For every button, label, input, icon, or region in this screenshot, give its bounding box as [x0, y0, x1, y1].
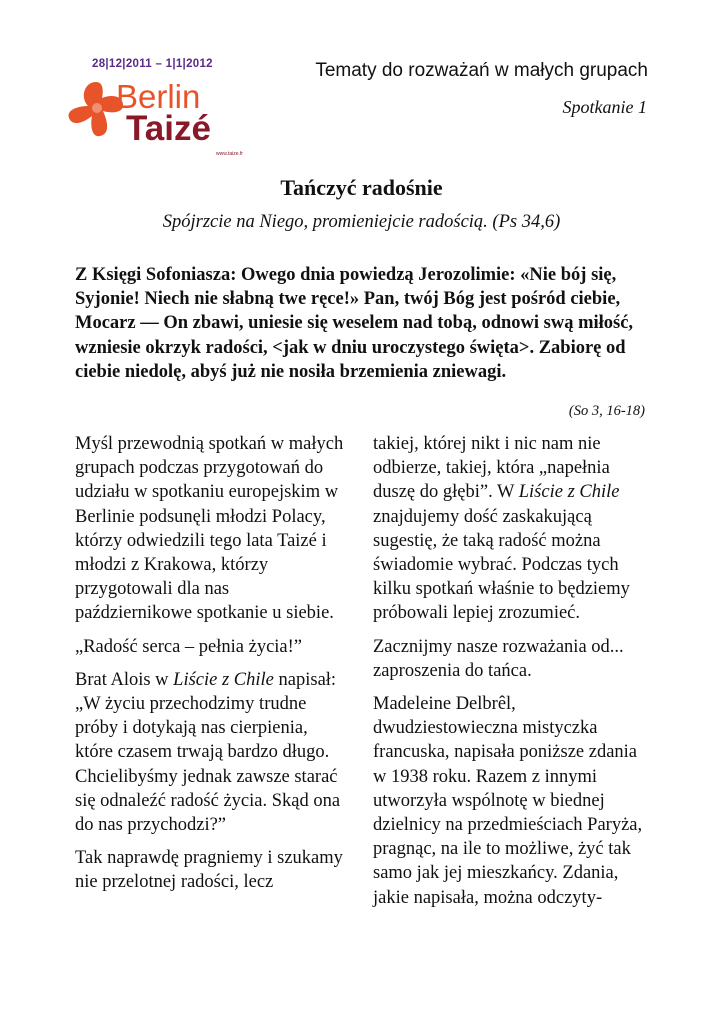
- scripture-reference: (So 3, 16-18): [568, 403, 645, 419]
- text: takiej, której nikt i nic nam nie odbierze, takiej, która „napełnia duszę do głębi”. W: [373, 434, 610, 503]
- logo-city: Berlin: [116, 78, 201, 115]
- paragraph: [75, 668, 345, 837]
- text: znajdujemy dość zaskakującą sugestię, że taką radość można świadomie wybrać. Podczas tych kilku spotkań właśnie to będziemy próbowali lepiej zrozumieć.: [373, 506, 630, 624]
- logo-dates: 28|12|2011 – 1|1|2012: [92, 58, 213, 70]
- motto: Spójrzcie na Niego, promieniejcie radością. (Ps 34,6): [162, 212, 561, 232]
- left-column: [75, 432, 345, 904]
- text: Brat Alois w: [75, 669, 174, 690]
- paragraph-motto: „Radość serca – pełnia życia!”: [75, 636, 303, 657]
- paragraph: Zacznijmy nasze rozważania od... zaproszenia do tańca.: [373, 636, 624, 681]
- berlin-taize-logo: [66, 58, 256, 158]
- paragraph: Madeleine Delbrêl, dwudziestowieczna mistyczka francuska, napisała poniższe zdania w 1938 roku. Razem z innymi utworzyła wspólnotę w biednej dzielnicy na przedmieściach Paryża, pragnąc, na ile to możliwe, żyć tak samo jak jej mieszkańcy. Zdania, jakie napisała, można odczyty-: [373, 694, 643, 908]
- text: napisał: „W życiu przechodzimy trudne próby i dotykają nas cierpienia, które czasem trwają bardzo długo. Chcielibyśmy jednak zawsze starać się odnaleźć radość życia. Skąd ona do nas przychodzi?”: [75, 669, 341, 836]
- paragraph: Tak naprawdę pragniemy i szukamy nie przelotnej radości, lecz: [75, 848, 343, 893]
- header-title: Tematy do rozważań w małych grupach: [315, 60, 648, 81]
- session-label: Spotkanie 1: [562, 97, 647, 117]
- paragraph: [373, 432, 648, 626]
- page-title: Tańczyć radośnie: [280, 175, 443, 200]
- logo-name: Taizé: [126, 109, 211, 148]
- scripture-quote: Z Księgi Sofoniasza: Owego dnia powiedzą Jerozolimie: «Nie bój się, Syjonie! Niech nie słabną twe ręce!» Pan, twój Bóg jest pośród ciebie, Mocarz — On zbawi, uniesie się weselem nad tobą, odnowi swą miłość, wzniesie okrzyk radości, <jak w dniu uroczystego święta>. Zabiorę od ciebie niedolę, abyś już nie nosiła brzemienia zniewagi.: [75, 265, 634, 382]
- logo-url: www.taize.fr: [216, 151, 243, 157]
- paragraph: Myśl przewodnią spotkań w małych grupach podczas przygotowań do udziału w spotkaniu europejskim w Berlinie podsunęli młodzi Polacy, którzy odwiedzili tego lata Taizé i młodzi z Krakowa, którzy przygotowali dla nas październikowe spotkanie u siebie.: [75, 434, 344, 624]
- book-title: Liście z Chile: [173, 669, 274, 690]
- book-title: Liście z Chile: [518, 482, 620, 503]
- right-column: [373, 432, 648, 919]
